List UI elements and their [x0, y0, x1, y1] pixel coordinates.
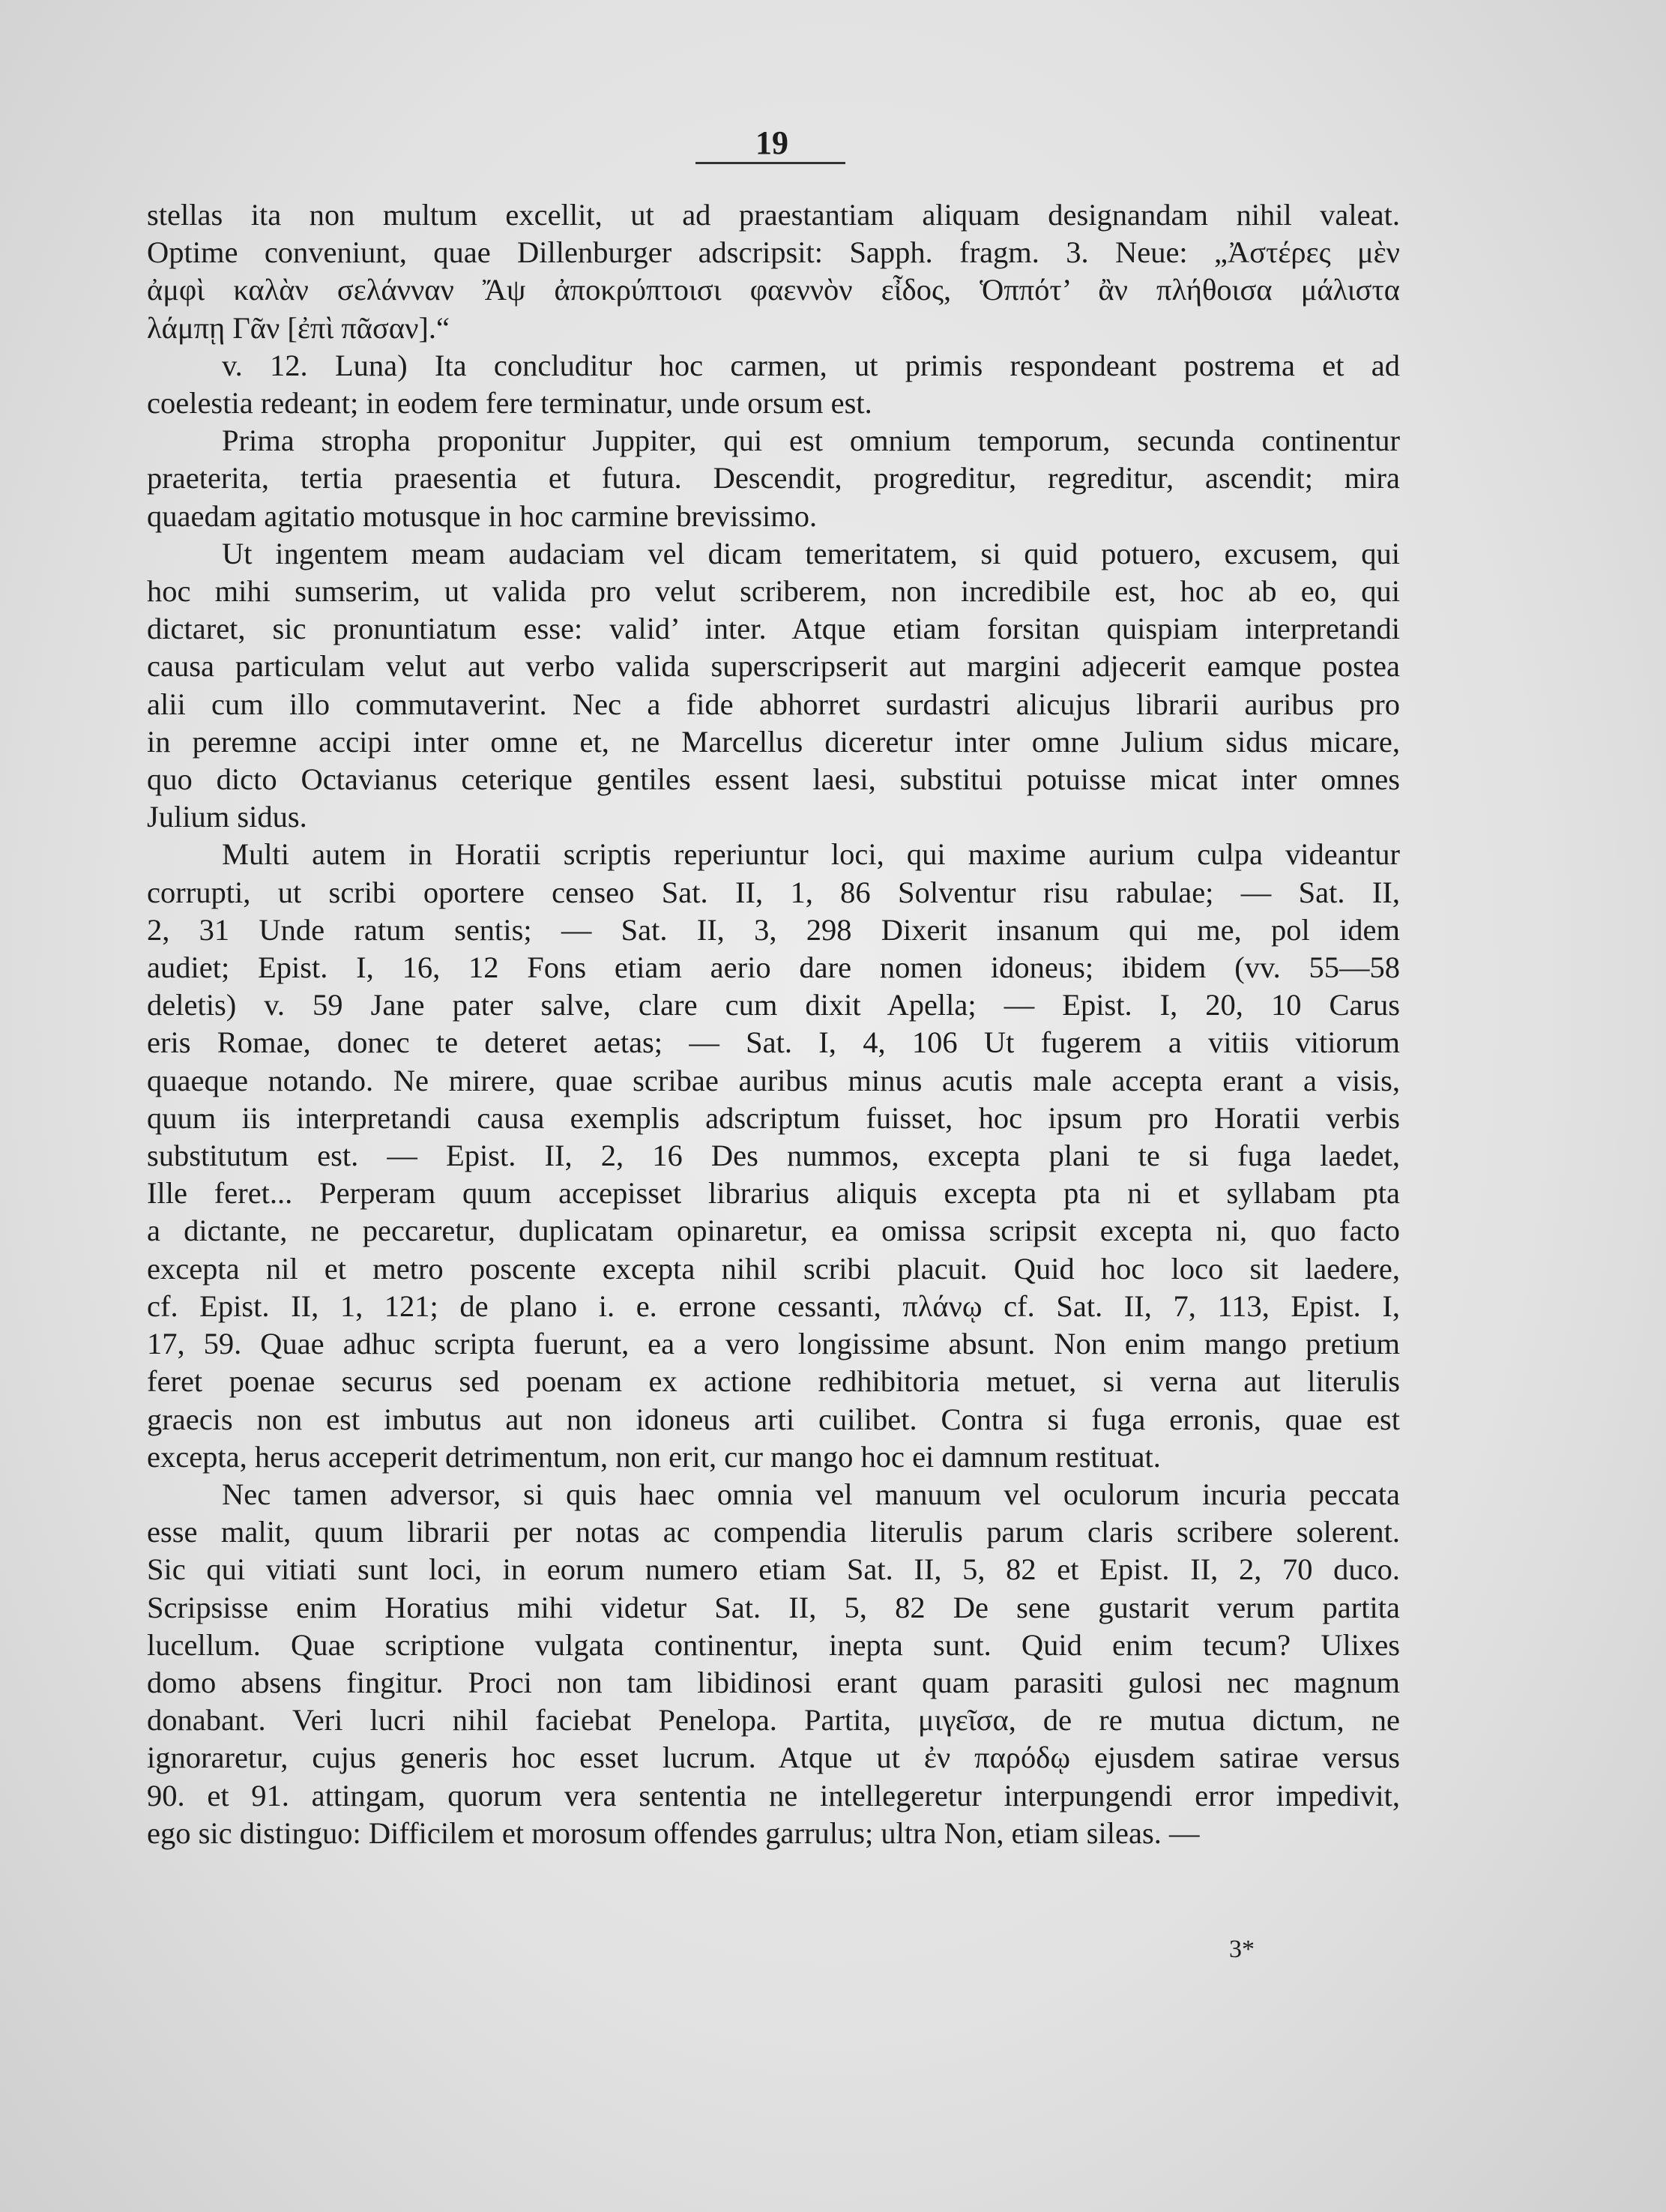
text-line: stellas ita non multum excellit, ut ad praestantiam aliquam designandam nihil valeat.	[147, 198, 1400, 232]
body-text	[147, 196, 1400, 1852]
text-line: Scripsisse enim Horatius mihi videtur Sat. II, 5, 82 De sene gustarit verum partita	[147, 1590, 1400, 1624]
page-number: 19	[755, 124, 788, 161]
text-line: 90. et 91. attingam, quorum vera sententia ne intellegeretur interpungendi error impedivit,	[147, 1778, 1400, 1812]
text-line: graecis non est imbutus aut non idoneus arti cuilibet. Contra si fuga erronis, quae est	[147, 1402, 1400, 1436]
text-line: ego sic distinguo: Difficilem et morosum offendes garrulus; ultra Non, etiam sileas. —	[147, 1815, 1200, 1850]
text-line: alii cum illo commutaverint. Nec a fide abhorret surdastri alicujus librarii auribus pro	[147, 687, 1400, 721]
text-line: quaeque notando. Ne mirere, quae scribae auribus minus acutis male accepta erant a visis,	[147, 1063, 1400, 1097]
text-line: hoc mihi sumserim, ut valida pro velut scriberem, non incredibile est, hoc ab eo, qui	[147, 574, 1400, 609]
text-line: 2, 31 Unde ratum sentis; — Sat. II, 3, 298 Dixerit insanum qui me, pol idem	[147, 912, 1400, 947]
text-line: 17, 59. Quae adhuc scripta fuerunt, ea a vero longissime absunt. Non enim mango pretium	[147, 1327, 1400, 1361]
text-line: cf. Epist. II, 1, 121; de plano i. e. errone cessanti, πλάνῳ cf. Sat. II, 7, 113, Epist. I,	[147, 1289, 1400, 1323]
text-line: Ut ingentem meam audaciam vel dicam temeritatem, si quid potuero, excusem, qui	[222, 536, 1400, 570]
text-line: excepta, herus acceperit detrimentum, non erit, cur mango hoc ei damnum restituat.	[147, 1439, 1161, 1474]
text-line: quum iis interpretandi causa exemplis adscriptum fuisset, hoc ipsum pro Horatii verbis	[147, 1100, 1400, 1135]
text-line: causa particulam velut aut verbo valida superscripserit aut margini adjecerit eamque postea	[147, 649, 1400, 684]
signature-mark: 3*	[1229, 1935, 1255, 1963]
text-line: a dictante, ne peccaretur, duplicatam opinaretur, ea omissa scripsit excepta ni, quo facto	[147, 1214, 1400, 1248]
text-line: audiet; Epist. I, 16, 12 Fons etiam aerio dare nomen idoneus; ibidem (vv. 55—58	[147, 950, 1400, 985]
text-line: domo absens fingitur. Proci non tam libidinosi erant quam parasiti gulosi nec magnum	[147, 1665, 1400, 1699]
text-line: λάμπῃ Γᾶν [ἐπὶ πᾶσαν].“	[147, 310, 450, 345]
text-line: esse malit, quum librarii per notas ac compendia literulis parum claris scribere solerent.	[147, 1515, 1400, 1549]
text-line: Sic qui vitiati sunt loci, in eorum numero etiam Sat. II, 5, 82 et Epist. II, 2, 70 duco.	[147, 1552, 1400, 1587]
text-line: Nec tamen adversor, si quis haec omnia vel manuum vel oculorum incuria peccata	[222, 1477, 1400, 1511]
text-line: deletis) v. 59 Jane pater salve, clare cum dixit Apella; — Epist. I, 20, 10 Carus	[147, 988, 1400, 1022]
text-line: in peremne accipi inter omne et, ne Marcellus diceretur inter omne Julium sidus micare,	[147, 724, 1400, 759]
text-line: v. 12. Luna) Ita concluditur hoc carmen, ut primis respondeant postrema et ad	[222, 348, 1400, 382]
text-line: donabant. Veri lucri nihil faciebat Penelopa. Partita, μιγεῖσα, de re mutua dictum, ne	[147, 1703, 1400, 1738]
text-line: coelestia redeant; in eodem fere terminatur, unde orsum est.	[147, 386, 872, 421]
page-number-rule	[695, 162, 845, 164]
text-line: substitutum est. — Epist. II, 2, 16 Des nummos, excepta plani te si fuga laedet,	[147, 1139, 1400, 1173]
text-line: Prima stropha proponitur Juppiter, qui est omnium temporum, secunda continentur	[222, 424, 1400, 458]
text-line: Julium sidus.	[147, 800, 307, 834]
text-line: Optime conveniunt, quae Dillenburger adscripsit: Sapph. fragm. 3. Neue: „Ἀστέρες μὲν	[147, 235, 1400, 270]
text-line: excepta nil et metro poscente excepta nihil scribi placuit. Quid hoc loco sit laedere,	[147, 1251, 1400, 1286]
text-line: quaedam agitatio motusque in hoc carmine brevissimo.	[147, 498, 818, 533]
text-line: praeterita, tertia praesentia et futura. Descendit, progreditur, regreditur, ascendit; mira	[147, 461, 1400, 495]
text-line: eris Romae, donec te deteret aetas; — Sat. I, 4, 106 Ut fugerem a vitiis vitiorum	[147, 1025, 1400, 1060]
text-line: lucellum. Quae scriptione vulgata continentur, inepta sunt. Quid enim tecum? Ulixes	[147, 1627, 1400, 1662]
text-line: corrupti, ut scribi oportere censeo Sat. II, 1, 86 Solventur risu rabulae; — Sat. II,	[147, 875, 1400, 909]
text-line: ἀμφὶ καλὰν σελάνναν Ἄψ ἀποκρύπτοισι φαεννὸν εἶδος, Ὁππότ’ ἂν πλήθοισα μάλιστα	[147, 273, 1400, 307]
text-line: ignoraretur, cujus generis hoc esset lucrum. Atque ut ἐν παρόδῳ ejusdem satirae versus	[147, 1741, 1400, 1775]
text-line: quo dicto Octavianus ceterique gentiles essent laesi, substitui potuisse micat inter omnes	[147, 762, 1400, 797]
text-line: Multi autem in Horatii scriptis reperiuntur loci, qui maxime aurium culpa videantur	[222, 837, 1400, 872]
text-line: feret poenae securus sed poenam ex actione redhibitoria metuet, si verna aut literulis	[147, 1364, 1400, 1399]
text-line: Ille feret... Perperam quum accepisset librarius aliquis excepta pta ni et syllabam pta	[147, 1176, 1400, 1211]
text-line: dictaret, sic pronuntiatum esse: valid’ inter. Atque etiam forsitan quispiam interpretandi	[147, 612, 1400, 646]
